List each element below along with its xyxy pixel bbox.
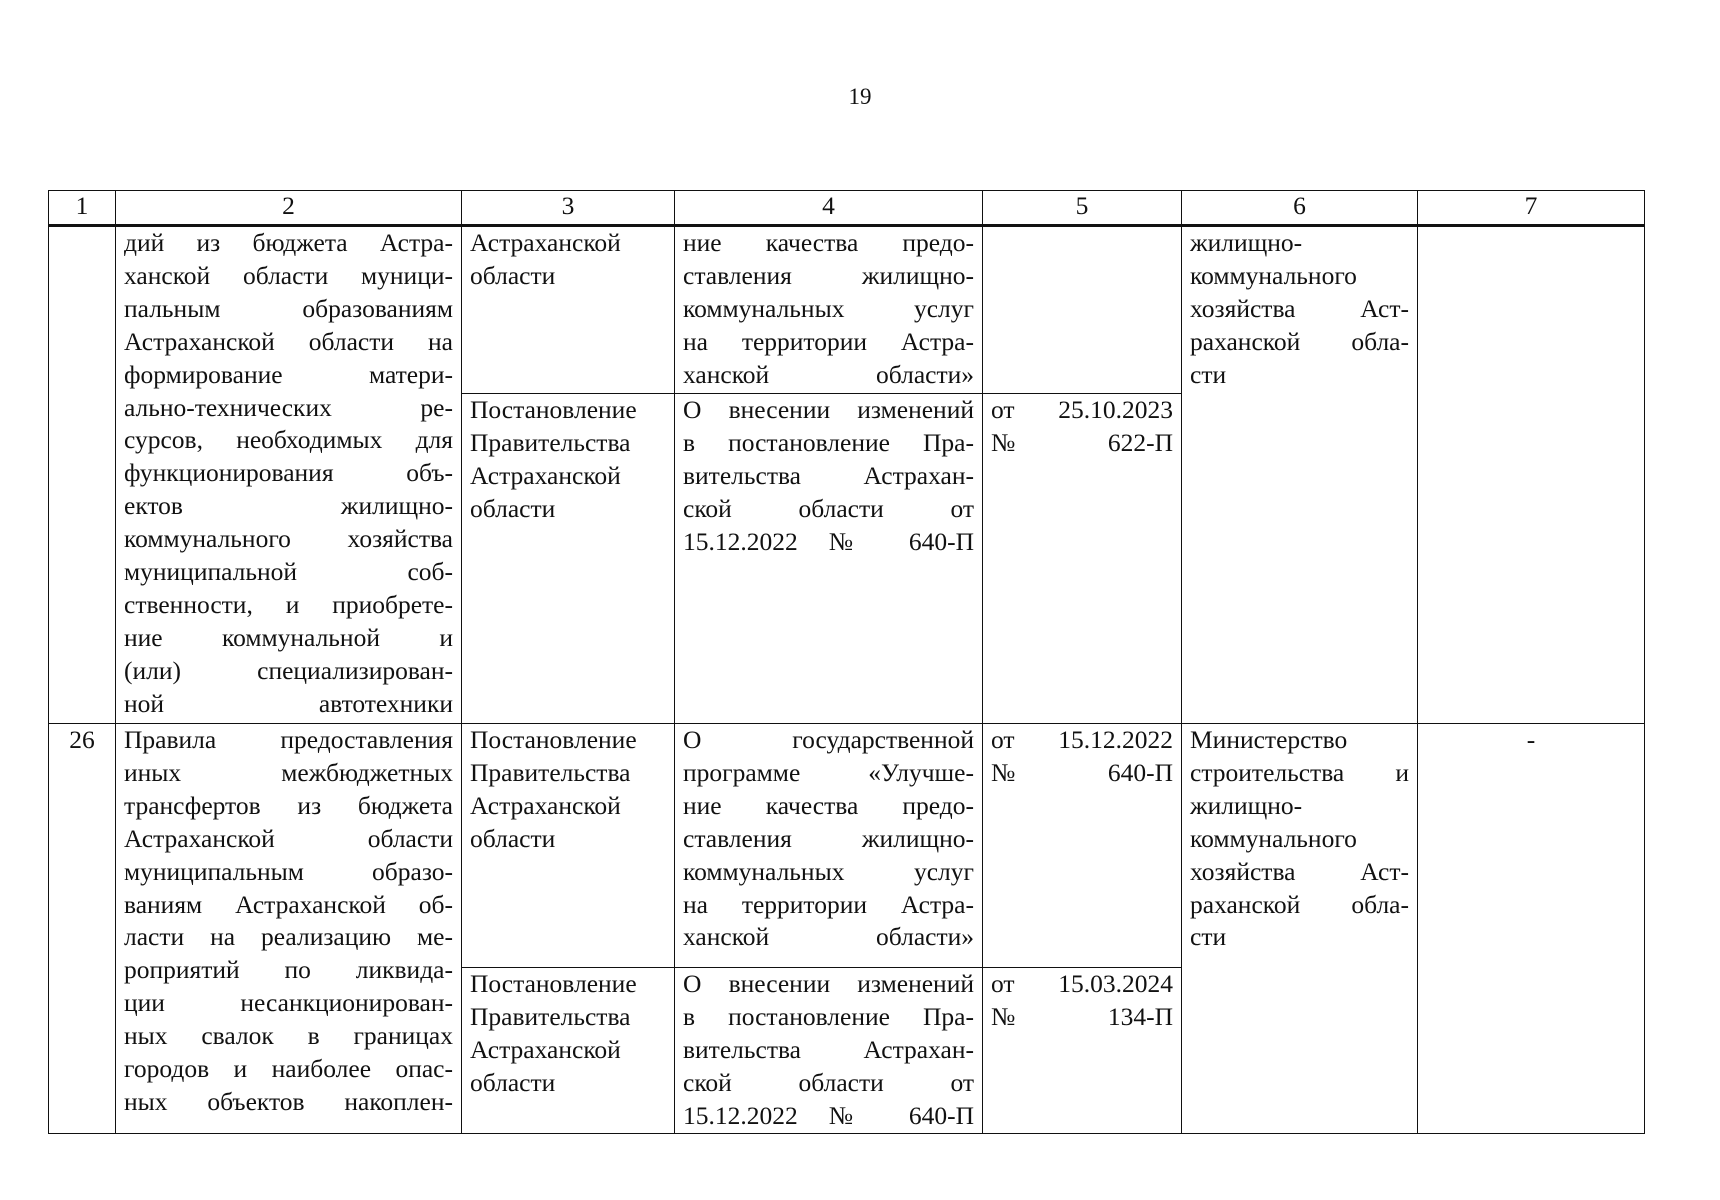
- cell-text-line: Астраханской: [470, 1034, 621, 1064]
- cell-text-line: раханской обла-: [1190, 326, 1409, 356]
- cell-text-line: 15.12.2022 № 640-П: [683, 526, 974, 556]
- act-type-cell: [462, 968, 675, 1134]
- cell-text-line: ние качества предо-: [683, 228, 974, 257]
- act-title-cell: [675, 968, 983, 1134]
- cell-text-line: ханской области муници-: [124, 260, 453, 290]
- cell-text-line: ваниям Астраханской об-: [124, 889, 453, 919]
- cell-text-line: ской области от: [683, 1067, 974, 1097]
- cell-text-line: муниципальным образо-: [124, 856, 453, 886]
- cell-text-line: сурсов, необходимых для: [124, 425, 453, 455]
- cell-text-line: ние качества предо-: [683, 790, 974, 820]
- cell-text-line: О государственной: [683, 725, 974, 754]
- cell-text-line: области: [470, 493, 556, 523]
- cell-text-line: дий из бюджета Астра-: [124, 228, 453, 257]
- cell-text-line: в постановление Пра-: [683, 1001, 974, 1031]
- cell-text-line: Астраханской области на: [124, 326, 453, 356]
- cell-text-line: Правительства: [470, 1001, 631, 1031]
- row-number-cell: [49, 226, 116, 724]
- note-cell: -: [1418, 724, 1645, 1134]
- cell-text-line: функционирования объ-: [124, 458, 453, 488]
- document-table: [48, 190, 1645, 1134]
- cell-text-line: ных объектов накоплен-: [124, 1086, 453, 1116]
- cell-text-line: ласти на реализацию ме-: [124, 922, 453, 952]
- header-cell: 6: [1182, 191, 1418, 226]
- header-cell: 5: [983, 191, 1182, 226]
- cell-text-line: сти: [1190, 359, 1227, 389]
- cell-text-line: 15.12.2022 № 640-П: [683, 1100, 974, 1130]
- cell-text-line: городов и наиболее опас-: [124, 1054, 453, 1084]
- cell-text-line: формирование матери-: [124, 359, 453, 389]
- cell-text-line: в постановление Пра-: [683, 427, 974, 457]
- cell-text-line: пальным образованиям: [124, 293, 453, 323]
- cell-text-line: № 640-П: [991, 757, 1173, 787]
- description-cell: [116, 724, 462, 1134]
- cell-text-line: программе «Улучше-: [683, 757, 974, 787]
- cell-text-line: коммунального: [1190, 260, 1357, 290]
- cell-text-line: Астраханской: [470, 460, 621, 490]
- cell-text-line: жилищно-: [1190, 228, 1303, 257]
- act-date-cell: [983, 394, 1182, 724]
- cell-text-line: ной автотехники: [124, 688, 453, 718]
- act-title-cell: [675, 724, 983, 968]
- cell-text-line: Астраханской: [470, 228, 621, 257]
- cell-text-line: Постановление: [470, 969, 637, 998]
- act-date-cell: [983, 724, 1182, 968]
- cell-text-line: иных межбюджетных: [124, 757, 453, 787]
- cell-text-line: Астраханской области: [124, 823, 453, 853]
- act-type-cell: [462, 226, 675, 394]
- responsible-cell: [1182, 226, 1418, 724]
- cell-text-line: области: [470, 260, 556, 290]
- cell-text-line: области: [470, 1067, 556, 1097]
- cell-text-line: коммунальных услуг: [683, 293, 974, 323]
- cell-text-line: строительства и: [1190, 757, 1409, 787]
- cell-text-line: ние коммунальной и: [124, 622, 453, 652]
- cell-text-line: ставления жилищно-: [683, 260, 974, 290]
- act-title-cell: [675, 394, 983, 724]
- row-number-cell: 26: [49, 724, 116, 1134]
- cell-text-line: области: [470, 823, 556, 853]
- cell-text-line: Постановление: [470, 395, 637, 424]
- cell-text-line: Правительства: [470, 757, 631, 787]
- page-number: 19: [848, 84, 872, 109]
- cell-text-line: раханской обла-: [1190, 889, 1409, 919]
- cell-text-line: вительства Астрахан-: [683, 460, 974, 490]
- cell-text-line: от 15.12.2022: [991, 725, 1173, 754]
- cell-text-line: Астраханской: [470, 790, 621, 820]
- cell-text-line: О внесении изменений: [683, 969, 974, 998]
- cell-text-line: Правительства: [470, 427, 631, 457]
- header-cell: 7: [1418, 191, 1645, 226]
- cell-text-line: муниципальной соб-: [124, 557, 453, 587]
- table-header-row: [49, 191, 1645, 226]
- cell-text-line: коммунального: [1190, 823, 1357, 853]
- header-cell: 3: [462, 191, 675, 226]
- cell-text-line: № 622-П: [991, 427, 1173, 457]
- act-date-cell: [983, 226, 1182, 394]
- act-date-cell: [983, 968, 1182, 1134]
- cell-text-line: ственности, и приобрете-: [124, 589, 453, 619]
- responsible-cell: [1182, 724, 1418, 1134]
- cell-text-line: хозяйства Аст-: [1190, 856, 1409, 886]
- cell-text-line: Министерство: [1190, 725, 1348, 754]
- table-row: [49, 226, 1645, 394]
- cell-text-line: № 134-П: [991, 1001, 1173, 1031]
- table-row: [49, 724, 1645, 968]
- cell-text-line: ных свалок в границах: [124, 1021, 453, 1051]
- header-cell: 2: [116, 191, 462, 226]
- description-cell: [116, 226, 462, 724]
- cell-text-line: коммунального хозяйства: [124, 524, 453, 554]
- cell-text-line: трансфертов из бюджета: [124, 790, 453, 820]
- cell-text-line: ально-технических ре-: [124, 392, 453, 422]
- act-type-cell: [462, 394, 675, 724]
- cell-text-line: ской области от: [683, 493, 974, 523]
- cell-text-line: от 15.03.2024: [991, 969, 1173, 998]
- header-cell: 4: [675, 191, 983, 226]
- cell-text-line: (или) специализирован-: [124, 655, 453, 685]
- act-type-cell: [462, 724, 675, 968]
- cell-text-line: Правила предоставления: [124, 725, 453, 754]
- cell-text-line: ции несанкционирован-: [124, 988, 453, 1018]
- cell-text-line: от 25.10.2023: [991, 395, 1173, 424]
- cell-text-line: ставления жилищно-: [683, 823, 974, 853]
- cell-text-line: ектов жилищно-: [124, 491, 453, 521]
- cell-text-line: О внесении изменений: [683, 395, 974, 424]
- cell-text-line: ханской области»: [683, 359, 974, 389]
- cell-text-line: на территории Астра-: [683, 889, 974, 919]
- act-title-cell: [675, 226, 983, 394]
- cell-text-line: ханской области»: [683, 922, 974, 952]
- note-cell: [1418, 226, 1645, 724]
- cell-text-line: роприятий по ликвида-: [124, 955, 453, 985]
- cell-text-line: сти: [1190, 922, 1227, 952]
- cell-text-line: Постановление: [470, 725, 637, 754]
- cell-text-line: коммунальных услуг: [683, 856, 974, 886]
- cell-text-line: хозяйства Аст-: [1190, 293, 1409, 323]
- cell-text-line: вительства Астрахан-: [683, 1034, 974, 1064]
- cell-text-line: на территории Астра-: [683, 326, 974, 356]
- header-cell: 1: [49, 191, 116, 226]
- cell-text-line: жилищно-: [1190, 790, 1303, 820]
